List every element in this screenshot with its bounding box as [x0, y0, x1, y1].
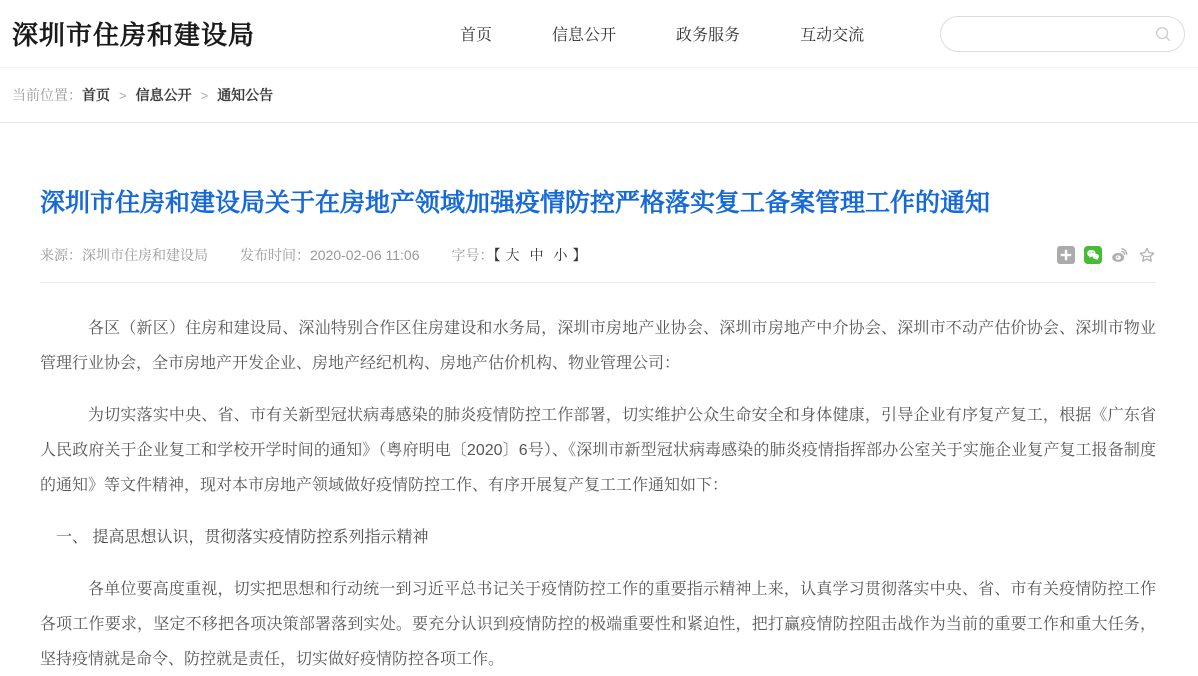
main-nav — [460, 22, 864, 45]
article-card — [12, 123, 1186, 676]
meta-source-value: 深圳市住房和建设局 — [82, 246, 208, 263]
site-header — [0, 0, 1198, 68]
meta-divider — [40, 282, 1156, 283]
article-paragraph: 为切实落实中央、省、市有关新型冠状病毒感染的肺炎疫情防控工作部署，切实维护公众生命安全和身体健康，引导企业有序复产复工，根据《广东省人民政府关于企业复工和学校开学时间的通知》（粤府明电〔2020〕6号）、《深圳市新型冠状病毒感染的肺炎疫情指挥部办公室关于实施企业复产复工报备制度的通知》等文件精神，现对本市房地产领域做好疫情防控工作、有序开展复产复工工作通知如下： — [40, 406, 1156, 494]
fontsize-large-button[interactable]: 大 — [505, 246, 520, 263]
site-logo: 深圳市住房和建设局 — [12, 20, 256, 50]
breadcrumb-info-disclosure[interactable]: 信息公开 — [135, 87, 192, 103]
fontsize-medium-button[interactable]: 中 — [529, 246, 544, 263]
article-paragraph: 各区（新区）住房和建设局、深汕特别合作区住房建设和水务局，深圳市房地产业协会、深圳市房地产中介协会、深圳市不动产估价协会、深圳市物业管理行业协会，全市房地产开发企业、房地产经纪机构、房地产估价机构、物业管理公司： — [40, 319, 1156, 372]
nav-item-home[interactable]: 首页 — [460, 27, 493, 44]
search-box[interactable] — [940, 16, 1185, 52]
article-title: 深圳市住房和建设局关于在房地产领域加强疫情防控严格落实复工备案管理工作的通知 — [40, 189, 991, 217]
breadcrumb — [0, 68, 1198, 123]
breadcrumb-home[interactable]: 首页 — [82, 87, 110, 103]
search-input[interactable] — [953, 26, 1154, 42]
wechat-icon[interactable] — [1084, 246, 1102, 264]
meta-publish-time — [240, 245, 420, 265]
article-section-heading: 一、 提高思想认识，贯彻落实疫情防控系列指示精神 — [56, 528, 429, 546]
nav-item-gov-services[interactable]: 政务服务 — [676, 27, 741, 44]
fontsize-small-button[interactable]: 小 — [553, 246, 568, 263]
meta-time-value: 2020-02-06 11:06 — [310, 246, 420, 263]
article-paragraph: 各单位要高度重视，切实把思想和行动统一到习近平总书记关于疫情防控工作的重要指示精神上来，认真学习贯彻落实中央、省、市有关疫情防控工作各项工作要求，坚定不移把各项决策部署落到实处。要充分认识到疫情防控的极端重要性和紧迫性，把打赢疫情防控阻击战作为当前的重要工作和重大任务，坚持疫情就是命令、防控就是责任，切实做好疫情防控各项工作。 — [40, 580, 1156, 668]
nav-item-interaction[interactable]: 互动交流 — [800, 27, 865, 44]
meta-fontsize — [452, 245, 587, 265]
nav-item-info-disclosure[interactable]: 信息公开 — [552, 27, 617, 44]
meta-source — [40, 245, 208, 265]
fontsize-label: 字号： — [451, 246, 494, 263]
search-icon[interactable] — [1154, 25, 1172, 43]
fontsize-bracket-close: 】 — [572, 246, 587, 263]
fontsize-bracket-open: 【 — [493, 246, 501, 263]
breadcrumb-label: 当前位置： — [12, 87, 82, 103]
qzone-star-icon[interactable] — [1138, 246, 1156, 264]
breadcrumb-separator: > — [119, 87, 127, 103]
share-toolbar — [1057, 246, 1156, 264]
share-plus-icon[interactable] — [1057, 246, 1075, 264]
breadcrumb-separator: > — [200, 87, 209, 103]
article-body — [40, 311, 1156, 676]
article-meta — [40, 245, 1156, 265]
breadcrumb-notices[interactable]: 通知公告 — [217, 87, 274, 103]
meta-time-label: 发布时间： — [240, 246, 310, 263]
meta-source-label: 来源： — [40, 246, 82, 263]
weibo-icon[interactable] — [1111, 246, 1129, 264]
